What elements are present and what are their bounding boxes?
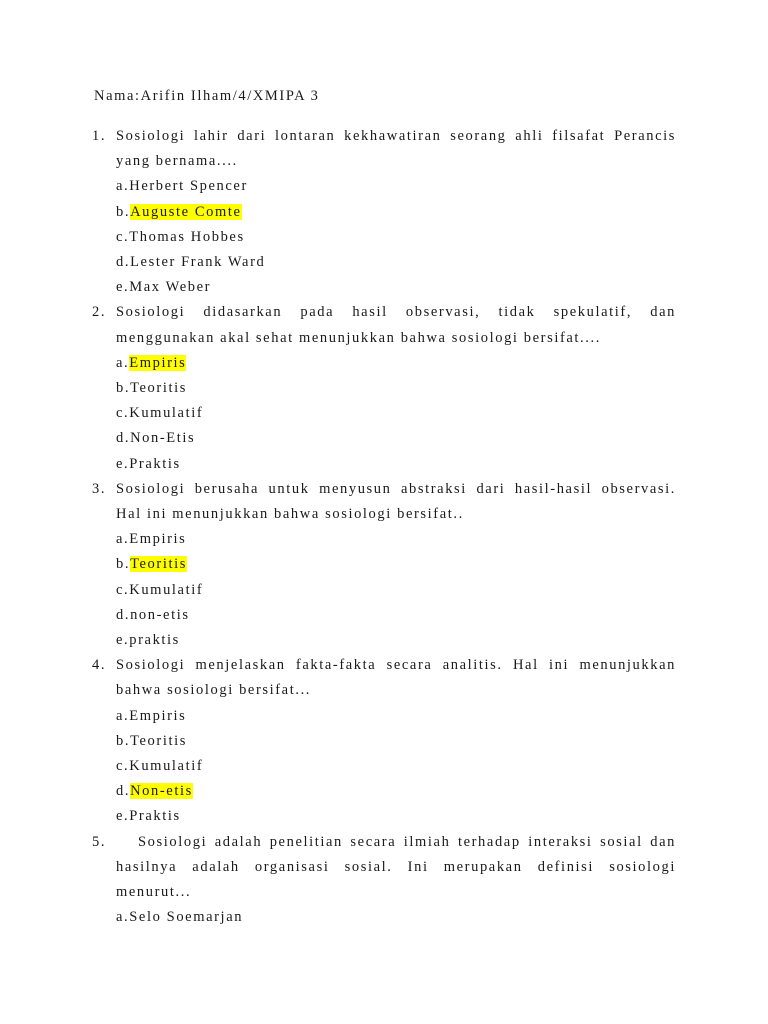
question-text: Sosiologi adalah penelitian secara ilmiah terhadap interaksi sosial dan hasilnya adalah organisasi sosial. Ini merupakan definisi sosiologi menurut... [116,833,676,901]
highlighted-answer: Empiris [129,354,187,371]
answer-option [116,200,676,225]
question-number: 2. [92,304,107,321]
answer-option [116,704,676,729]
answer-option [116,351,676,376]
question-number: 4. [92,657,107,674]
option-text: Teoritis [130,732,187,749]
option-letter: b. [116,380,131,397]
question-number: 5. [92,833,107,850]
answer-option [116,275,676,300]
option-text: Selo Soemarjan [129,909,244,926]
answer-options [116,527,676,653]
highlighted-answer: Teoritis [130,556,187,573]
option-letter: a. [116,354,130,371]
option-letter: b. [116,732,131,749]
option-text: praktis [129,632,180,649]
option-text: Herbert Spencer [129,178,248,195]
question-text: Sosiologi didasarkan pada hasil observasi, tidak spekulatif, dan menggunakan akal sehat menunjukkan bahwa sosiologi bersifat.... [116,304,676,346]
option-letter: e. [116,808,130,825]
option-letter: d. [116,783,131,800]
option-letter: b. [116,556,131,573]
highlighted-answer: Non-etis [130,783,193,800]
answer-option [116,578,676,603]
answer-option [116,754,676,779]
question-1 [92,124,676,300]
answer-option [116,804,676,829]
answer-option [116,250,676,275]
answer-option [116,779,676,804]
question-2 [92,300,676,476]
question-number: 1. [92,128,107,144]
option-letter: a. [116,707,130,724]
option-letter: e. [116,279,130,296]
option-letter: c. [116,228,130,245]
answer-option [116,603,676,628]
option-text: Praktis [129,808,181,825]
option-letter: a. [116,178,130,195]
option-letter: e. [116,455,130,472]
option-text: Thomas Hobbes [129,228,245,245]
option-text: Kumulatif [129,758,204,775]
option-letter: c. [116,758,130,775]
answer-option [116,452,676,477]
option-letter: d. [116,606,131,623]
answer-option [116,174,676,199]
option-text: Kumulatif [129,581,204,598]
answer-option [116,401,676,426]
option-letter: d. [116,254,131,271]
option-text: Max Weber [129,279,212,296]
question-list [92,124,676,931]
answer-option [116,376,676,401]
answer-options [116,351,676,477]
option-letter: c. [116,581,130,598]
answer-option [116,426,676,451]
option-letter: b. [116,203,131,220]
question-text: Sosiologi berusaha untuk menyusun abstraksi dari hasil-hasil observasi. Hal ini menunjukkan bahwa sosiologi bersifat.. [116,480,676,523]
option-text: Empiris [129,707,187,724]
option-text: Teoritis [130,380,187,397]
question-5 [92,830,676,931]
answer-option [116,729,676,754]
student-name-line: Nama:Arifin Ilham/4/XMIPA 3 [94,88,320,104]
option-text: non-etis [130,606,190,623]
option-text: Kumulatif [129,405,204,422]
option-text: Non-Etis [130,430,196,447]
answer-options [116,905,676,930]
highlighted-answer: Auguste Comte [130,203,242,220]
option-letter: a. [116,909,130,926]
answer-options [116,704,676,830]
answer-options [116,174,676,300]
question-text: Sosiologi lahir dari lontaran kekhawatiran seorang ahli filsafat Perancis yang bernama.... [116,128,676,170]
option-text: Empiris [129,531,187,548]
option-letter: e. [116,632,130,649]
option-letter: a. [116,531,130,548]
question-4 [92,653,676,829]
option-letter: c. [116,405,130,422]
answer-option [116,552,676,577]
option-text: Lester Frank Ward [130,254,266,271]
question-number: 3. [92,480,107,497]
option-letter: d. [116,430,131,447]
answer-option [116,905,676,930]
answer-option [116,628,676,653]
question-3 [92,477,676,653]
answer-option [116,527,676,552]
question-text: Sosiologi menjelaskan fakta-fakta secara analitis. Hal ini menunjukkan bahwa sosiologi bersifat... [116,657,676,699]
answer-option [116,225,676,250]
option-text: Praktis [129,455,181,472]
